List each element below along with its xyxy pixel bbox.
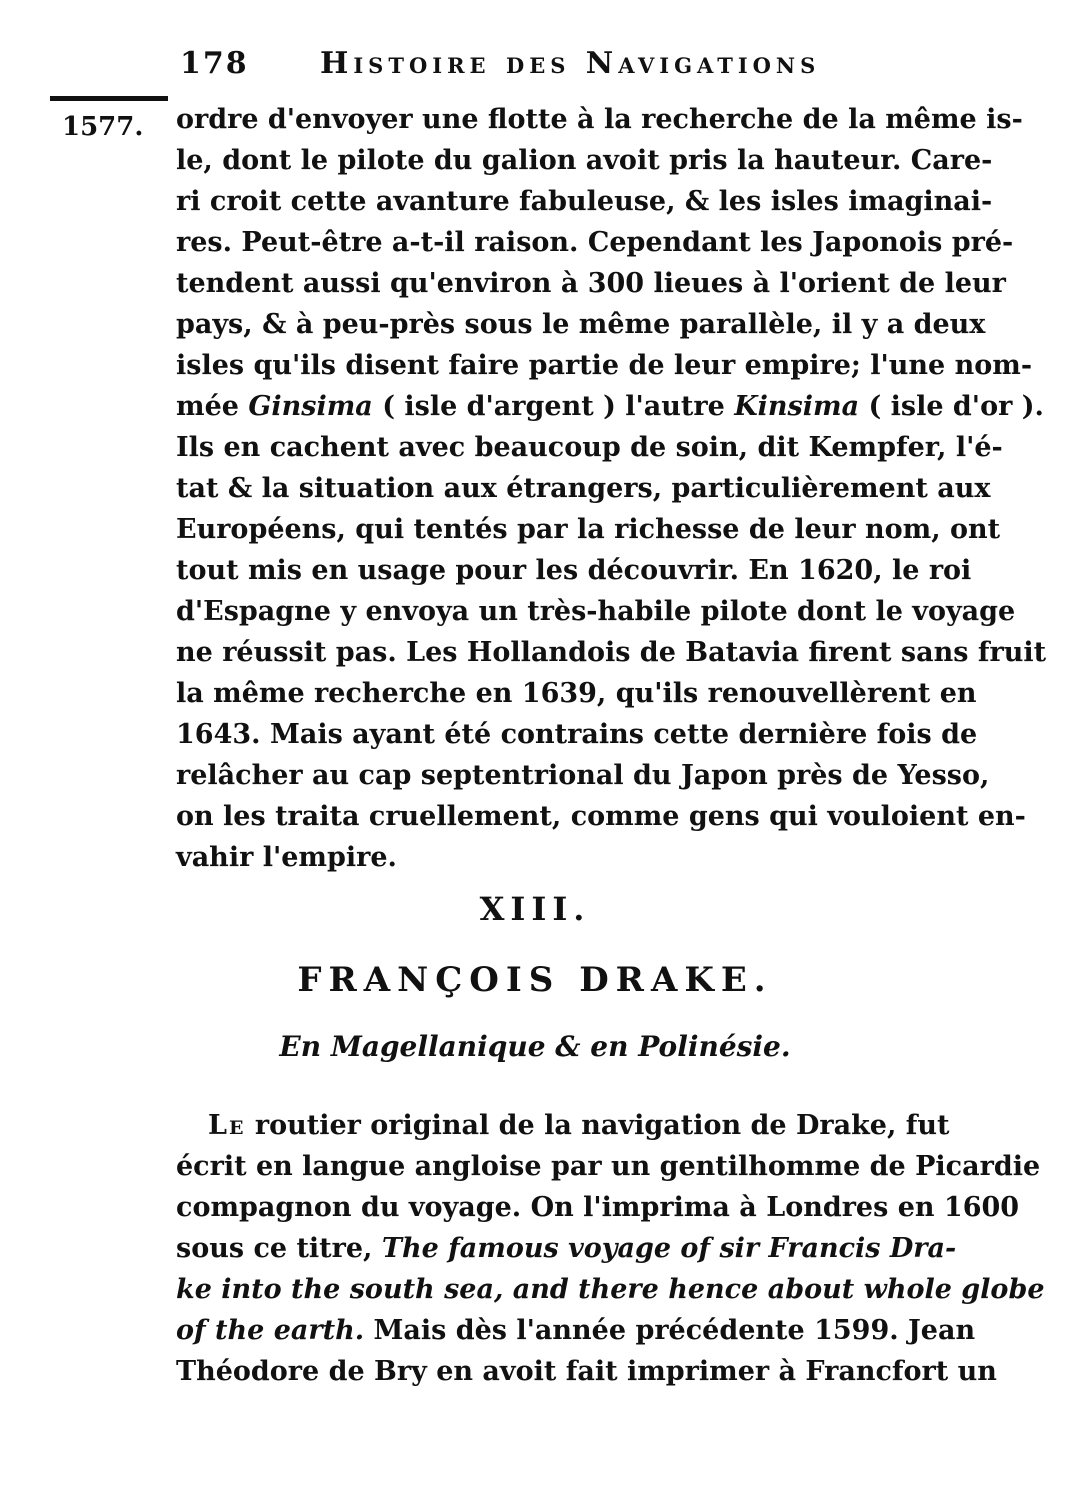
page-number: 178 <box>180 46 249 81</box>
book-title-span: ke into the south sea, and there hence about whole globe <box>176 1274 1045 1305</box>
text-line: la même recherche en 1639, qu'ils renouvellèrent en <box>176 678 977 709</box>
text-line <box>176 1106 1001 1146</box>
text-span: ( isle d'or ). <box>859 391 1044 422</box>
text-line: compagnon du voyage. On l'imprima à Londres en 1600 <box>176 1192 1020 1223</box>
text-line: Théodore de Bry en avoit fait imprimer à Francfort un <box>176 1356 997 1387</box>
text-line: on les traita cruellement, comme gens qui vouloient en- <box>176 801 1026 832</box>
text-line: relâcher au cap septentrional du Japon près de Yesso, <box>176 760 990 791</box>
text-span: ( isle d'argent ) l'autre <box>372 391 735 422</box>
running-title: Histoire des Navigations <box>320 46 821 81</box>
text-line: ordre d'envoyer une flotte à la recherche de la même is- <box>176 104 1023 135</box>
book-title-span: The famous voyage of sir Francis Dra- <box>381 1233 957 1264</box>
book-title-span: of the earth. <box>176 1315 365 1346</box>
text-line: res. Peut-être a-t-il raison. Cependant les Japonois pré- <box>176 227 1014 258</box>
margin-rule <box>50 96 168 101</box>
text-line: tendent aussi qu'environ à 300 lieues à l'orient de leur <box>176 268 1006 299</box>
text-line: tout mis en usage pour les découvrir. En 1620, le roi <box>176 555 972 586</box>
text-span: mée <box>176 391 249 422</box>
page-header <box>180 46 900 86</box>
text-line: 1643. Mais ayant été contrains cette dernière fois de <box>176 719 978 750</box>
text-line: ne réussit pas. Les Hollandois de Batavia firent sans fruit <box>176 637 1047 668</box>
text-line <box>176 1270 1045 1310</box>
text-line: le, dont le pilote du galion avoit pris la hauteur. Care- <box>176 145 993 176</box>
place-name-kinsima: Kinsima <box>734 391 860 422</box>
text-line: isles qu'ils disent faire partie de leur empire; l'une nom- <box>176 350 1033 381</box>
chapter-subtitle: En Magellanique & en Polinésie. <box>279 1030 791 1063</box>
text-span: routier original de la navigation de Drake, fut <box>245 1110 950 1141</box>
text-line <box>176 1311 1001 1351</box>
margin-year: 1577. <box>62 112 144 142</box>
text-span: sous ce titre, <box>176 1233 382 1264</box>
text-line: Ils en cachent avec beaucoup de soin, dit Kempfer, l'é- <box>176 432 1003 463</box>
text-line: tat & la situation aux étrangers, particulièrement aux <box>176 473 991 504</box>
place-name-ginsima: Ginsima <box>248 391 373 422</box>
text-line: Européens, qui tentés par la richesse de leur nom, ont <box>176 514 1001 545</box>
text-line: écrit en langue angloise par un gentilhomme de Picardie <box>176 1151 1041 1182</box>
chapter-title: FRANÇOIS DRAKE. <box>297 960 773 1000</box>
text-span: Mais dès l'année précédente 1599. Jean <box>364 1315 976 1346</box>
text-line: pays, & à peu-près sous le même parallèle, il y a deux <box>176 309 986 340</box>
text-line: ri croit cette avanture fabuleuse, & les isles imaginai- <box>176 186 993 217</box>
text-line <box>176 1229 1001 1269</box>
text-line: d'Espagne y envoya un très-habile pilote dont le voyage <box>176 596 1016 627</box>
drop-cap: Le <box>208 1110 246 1141</box>
text-line <box>176 387 1044 427</box>
section-number: XIII. <box>479 890 591 928</box>
text-line: vahir l'empire. <box>176 842 397 873</box>
